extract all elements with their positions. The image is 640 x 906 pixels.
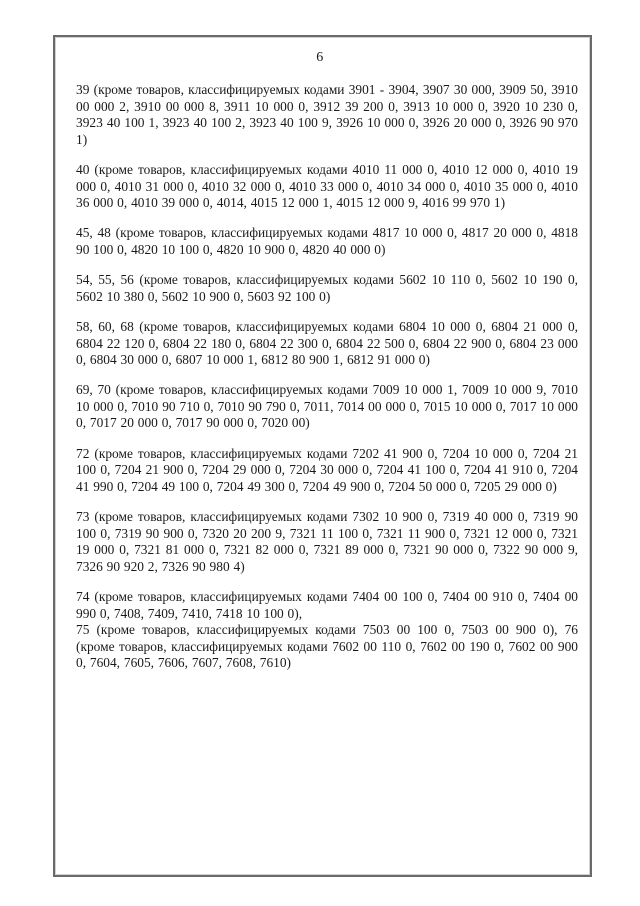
page-number: 6 [316, 50, 324, 65]
paragraph-group-75-76: 75 (кроме товаров, классифицируемых кодами 7503 00 100 0, 7503 00 900 0), 76 (кроме товаров, классифицируемых кодами 7602 00 110 0, 7602 00 190 0, 7602 00 900 0, 7604, 7605, 7606, 7607, 7608, 7610) [76, 622, 578, 671]
paragraph-group-73: 73 (кроме товаров, классифицируемых кодами 7302 10 900 0, 7319 40 000 0, 7319 90 100 0, 7319 90 900 0, 7320 20 200 9, 7321 11 100 0, 7321 11 900 0, 7321 12 000 0, 7321 19 000 0, 7321 81 000 0, 7321 82 000 0, 7321 89 000 0, 7321 90 000 0, 7322 90 000 9, 7326 90 920 2, 7326 90 980 4) [76, 509, 578, 574]
paragraph-group-58-68: 58, 60, 68 (кроме товаров, классифицируемых кодами 6804 10 000 0, 6804 21 000 0, 6804 22 120 0, 6804 22 180 0, 6804 22 300 0, 6804 22 500 0, 6804 22 900 0, 6804 23 000 0, 6804 30 000 0, 6807 10 000 1, 6812 80 900 1, 6812 91 000 0) [76, 318, 578, 368]
paragraph-group-72: 72 (кроме товаров, классифицируемых кодами 7202 41 900 0, 7204 10 000 0, 7204 21 100 0, 7204 21 900 0, 7204 29 000 0, 7204 30 000 0, 7204 41 100 0, 7204 41 910 0, 7204 41 990 0, 7204 49 100 0, 7204 49 300 0, 7204 49 900 0, 7204 50 000 0, 7205 29 000 0) [76, 445, 578, 494]
document-body [76, 82, 578, 686]
paragraph-group-45-48: 45, 48 (кроме товаров, классифицируемых кодами 4817 10 000 0, 4817 20 000 0, 4818 90 100 0, 4820 10 100 0, 4820 10 900 0, 4820 40 000 0) [76, 225, 578, 257]
paragraph-group-39: 39 (кроме товаров, классифицируемых кодами 3901 - 3904, 3907 30 000, 3909 50, 3910 00 000 2, 3910 00 000 8, 3911 10 000 0, 3912 39 200 0, 3913 10 000 0, 3920 10 230 0, 3923 40 100 1, 3923 40 100 2, 3923 40 100 9, 3926 10 000 0, 3926 20 000 0, 3926 90 970 1) [76, 82, 578, 147]
paragraph-group-69-70: 69, 70 (кроме товаров, классифицируемых кодами 7009 10 000 1, 7009 10 000 9, 7010 10 000 0, 7010 90 710 0, 7010 90 790 0, 7011, 7014 00 000 0, 7015 10 000 0, 7017 10 000 0, 7017 20 000 0, 7017 90 000 0, 7020 00) [76, 382, 578, 431]
paragraph-group-40: 40 (кроме товаров, классифицируемых кодами 4010 11 000 0, 4010 12 000 0, 4010 19 000 0, 4010 31 000 0, 4010 32 000 0, 4010 33 000 0, 4010 34 000 0, 4010 35 000 0, 4010 36 000 0, 4010 39 000 0, 4014, 4015 12 000 1, 4015 12 000 9, 4016 99 970 1) [76, 161, 578, 211]
paragraph-group-54-56: 54, 55, 56 (кроме товаров, классифицируемых кодами 5602 10 110 0, 5602 10 190 0, 5602 10 380 0, 5602 10 900 0, 5603 92 100 0) [76, 272, 578, 304]
paragraph-group-74: 74 (кроме товаров, классифицируемых кодами 7404 00 100 0, 7404 00 910 0, 7404 00 990 0, 7408, 7409, 7410, 7418 10 100 0), [76, 589, 578, 621]
